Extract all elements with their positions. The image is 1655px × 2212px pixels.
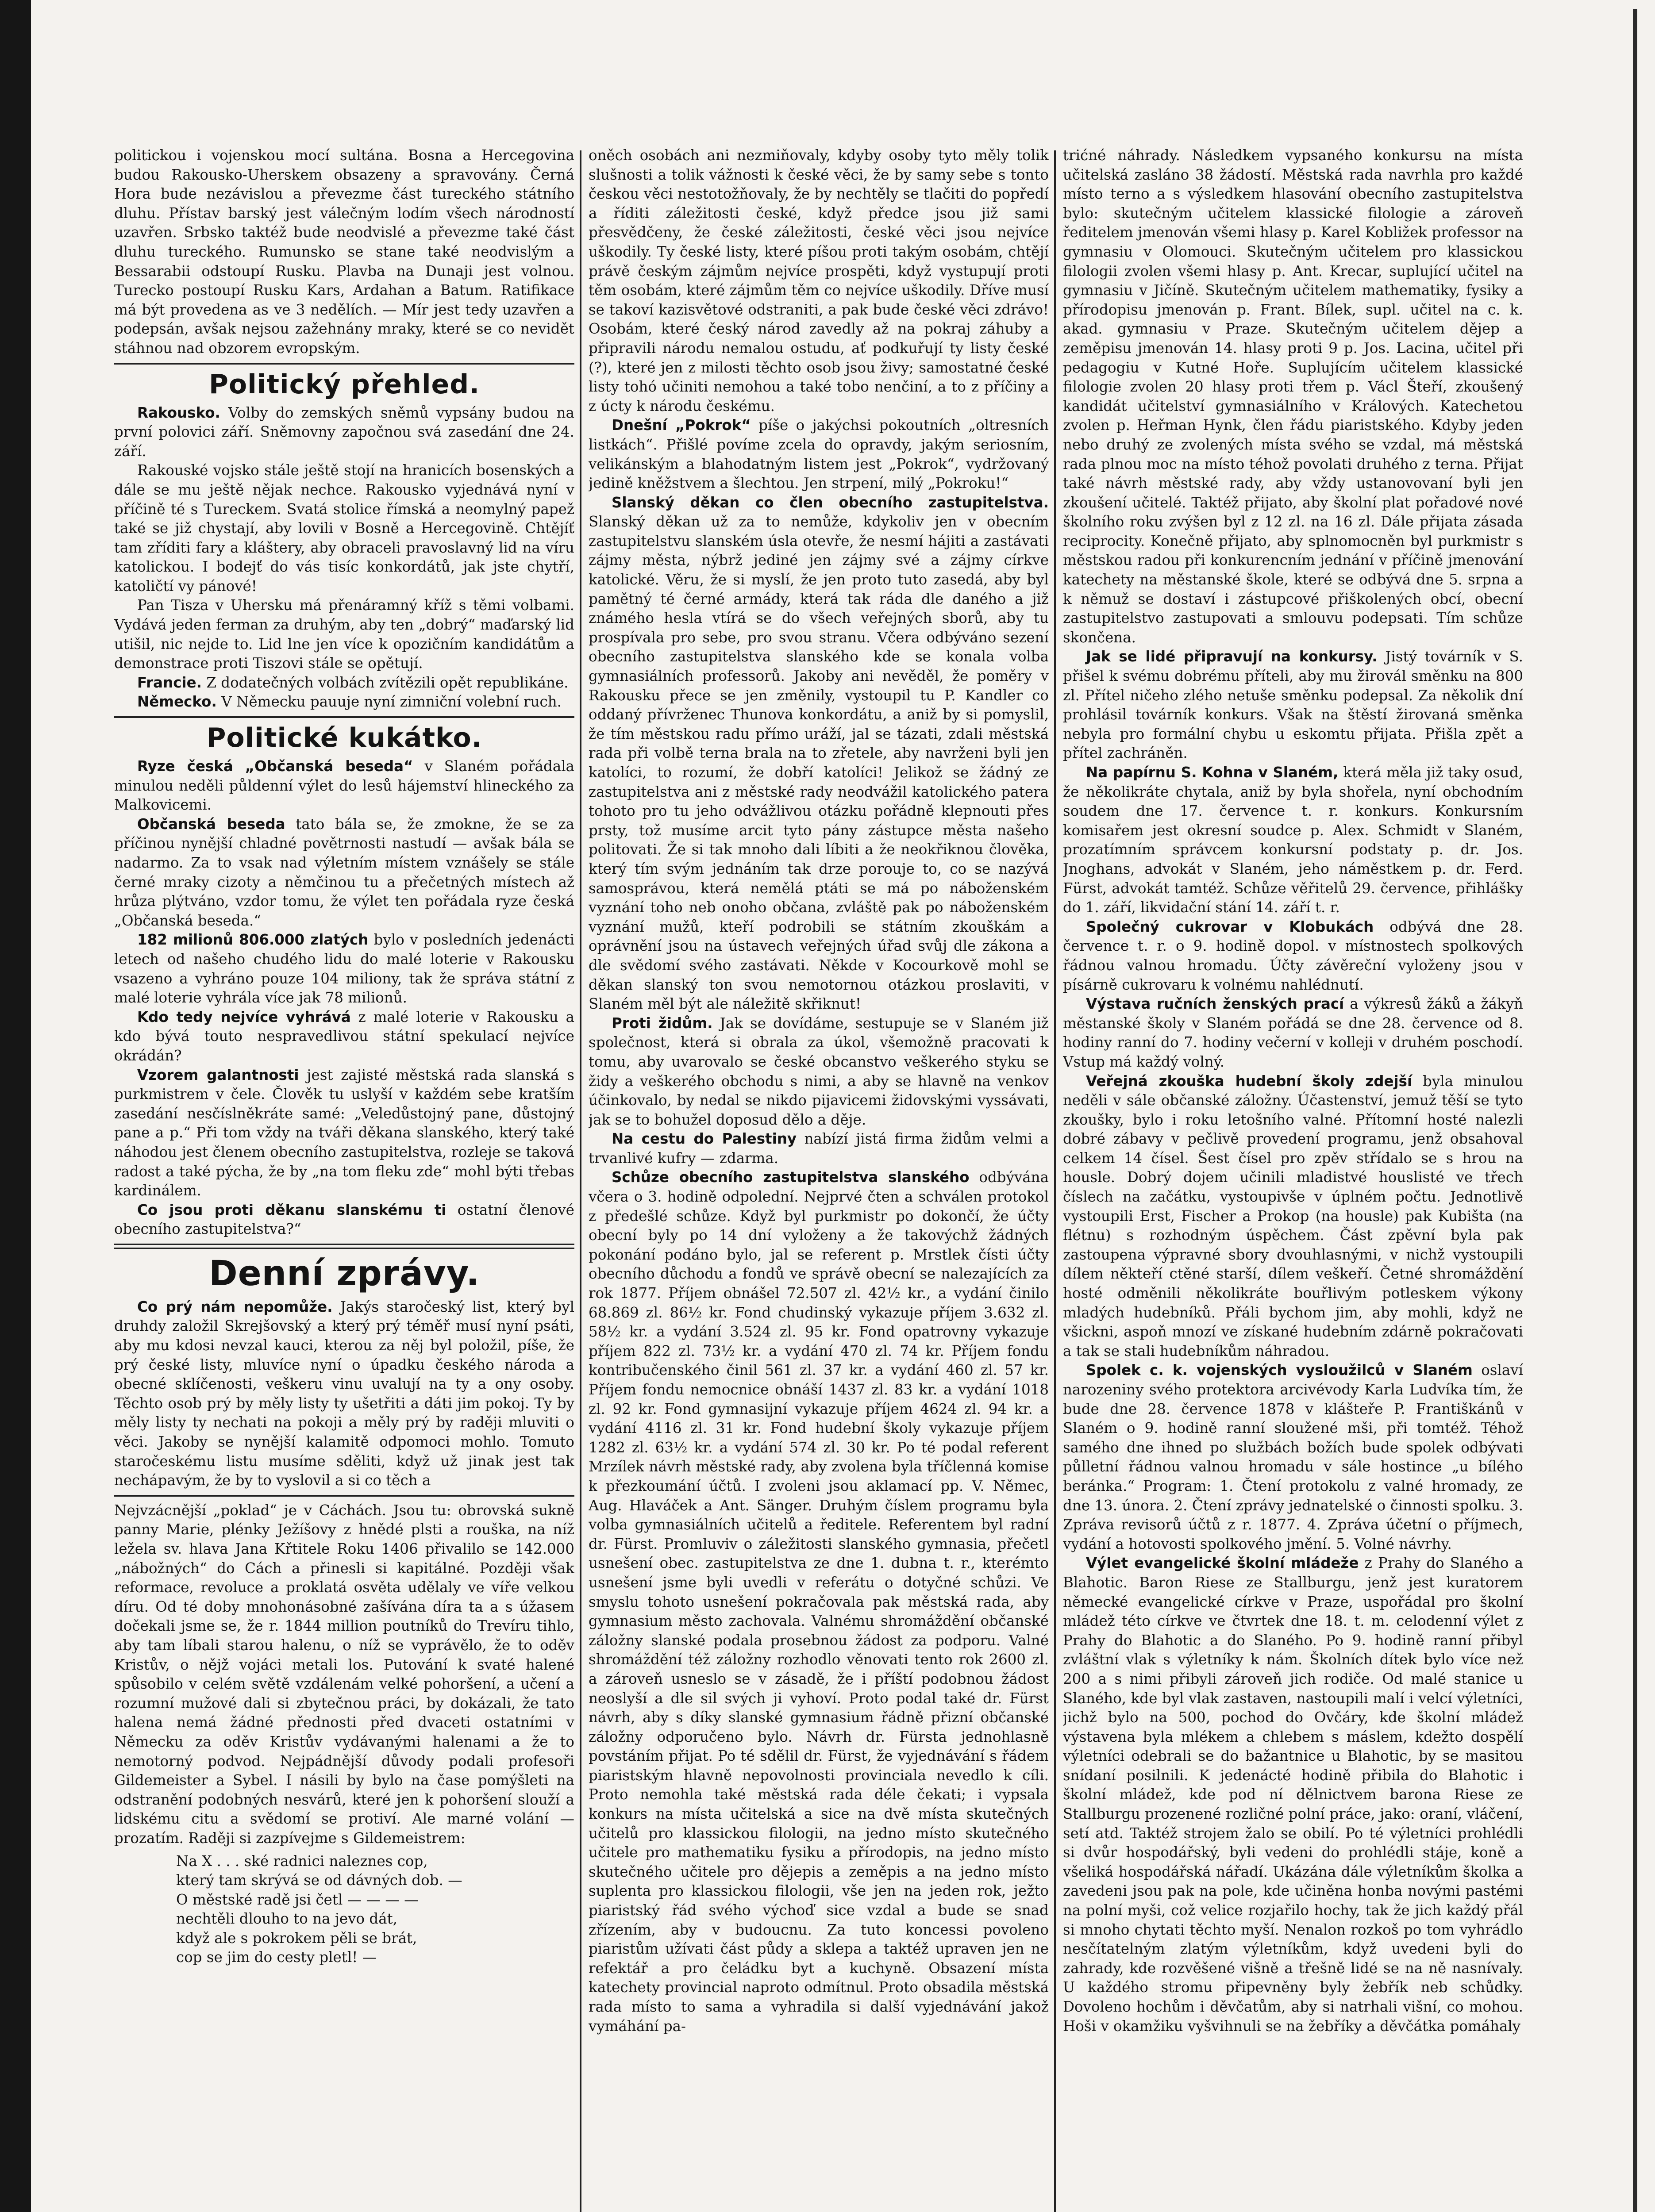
item-lead: Co prý nám nepomůže.	[137, 1298, 333, 1315]
poem-line: nechtěli dlouho to na jevo dát,	[176, 1910, 397, 1928]
column-2	[589, 146, 1049, 2212]
section-heading: Denní zprávy.	[208, 1253, 480, 1294]
item-lead: Dnešní „Pokrok“	[612, 417, 751, 434]
news-item	[114, 757, 574, 815]
news-item	[114, 1298, 574, 1490]
item-text: v Slaném pořádala minulou neděli půldenní výlet do lesů hájemství hlineckého za Malkovicemi.	[114, 758, 574, 814]
poem-line: O městské radě jsi četl — — — —	[176, 1891, 419, 1908]
item-lead: Německo.	[137, 693, 217, 710]
news-item	[1063, 918, 1523, 995]
news-item	[1063, 647, 1523, 763]
item-text: Jistý továrník v S. přišel k svému dobrému příteli, aby mu žirovál směnku na 800 zl. Přítel ničeho zlého netuše směnku podepsal. Za několik dní prohlásil továrník konkurs. Však na štěstí žirovaná směnka nebyla pro formální chybu u eskomtu přijata. Přišla zpět a přítel zachráněn.	[1063, 648, 1523, 762]
item-text: která měla již taky osud, že několikráte chytala, aniž by byla shořela, nyní obchodním soudem dne 17. července t. r. konkurs. Konkursním komisařem jest okresní soudce p. Alex. Schmidt v Slaném, prozatímním správcem konkursní podstaty p. dr. Jos. Jnoghans, advokát v Slaném, jeho náměstkem p. dr. Ferd. Fürst, advokát tamtéž. Schůze věřitelů 29. července, přihlášky do 1. září, likvidační stání 14. září t. r.	[1063, 764, 1523, 916]
news-item	[114, 403, 574, 461]
item-lead: Rakousko.	[137, 404, 220, 421]
news-item: Pan Tisza v Uhersku má přenáramný kříž s těmi volbami. Vydává jeden ferman za druhým, aby ten „dobrý“ maďarský lid utišil, nic nejde to. Lid lne jen více k opozičním kandidátům a demonstrace proti Tiszovi stále se opětují.	[114, 597, 574, 672]
item-lead: Spolek c. k. vojenských vysloužilců v Slaném	[1086, 1362, 1473, 1379]
item-text: Volby do zemských sněmů vypsány budou na první polovici září. Sněmovny započnou svá zasedání dne 24. září.	[114, 404, 574, 460]
news-item	[589, 493, 1049, 1014]
poem-line: Na X . . . ské radnici naleznes cop,	[176, 1852, 428, 1870]
item-lead: Co jsou proti děkanu slanskému ti	[137, 1201, 446, 1218]
news-item	[589, 1014, 1049, 1130]
poem-line: cop se jim do cesty pletl! —	[176, 1949, 377, 1966]
scan-edge-left	[0, 0, 31, 2212]
column-3	[1063, 146, 1523, 2212]
feuilleton-text: Nejvzácnější „poklad“ je v Cáchách. Jsou tu: obrovská sukně panny Marie, plénky Ježíšovy z hnědé plsti a rouška, na níž ležela sv. hlava Jana Křtitele Roku 1406 přivalilo se 142.000 „nábožných“ do Cách a přinesli si kapitálné. Později však reformace, revoluce a proklatá osvěta udělaly ve víře velkou díru. Od té doby mnohonásobné zašívána díra ta a s úžasem dočekali jsme se, že r. 1844 million poutníků do Trevíru tihlo, aby tam líbali starou halenu, o níž se vyprávělo, že to oděv Kristův, o nějž vojáci metali los. Putování k svaté halené spůsobilo v celém světě vzdálenám velké pohoršení, a učení a rozumní mužové dali si zbytečnou práci, by dokázali, že tato halena nemá žádné přednosti před dvaceti ostatními v Německu za oděv Kristův vydávanými halenami a že to nemotorný podvod. Nejpádnější důvody podali profesoři Gildemeister a Sybel. I násili by bylo na čase pomýšleti na odstranění podobných nesvárů, které jen k pohoršení slouží a lidskému citu a svědomí se protiví. Ale marné volání — prozatím. Raději si zazpívejme s Gildemeistrem:	[114, 1502, 574, 1847]
column-1	[114, 146, 574, 2212]
item-text: V Německu pauuje nyní zimniční volební ruch.	[221, 693, 562, 710]
item-text: tato bála se, že zmokne, že se za příčinou nynější chladné povětrnosti nastudí — avšak bála se nadarmo. Za to vsak nad výletním místem vznášely se stále černé mraky cizoty a němčinou tu a přečetných místech až hrůza plýtváno, vzdor tomu, že výlet ten pořádala ryze česká „Občanská beseda.“	[114, 815, 574, 929]
item-lead: Výlet evangelické školní mládeže	[1086, 1555, 1359, 1572]
news-item	[114, 815, 574, 931]
news-item	[1063, 1361, 1523, 1554]
item-lead: 182 milionů 806.000 zlatých	[137, 931, 369, 949]
news-item	[114, 1201, 574, 1239]
item-lead: Francie.	[137, 674, 202, 691]
item-text: bylo v posledních jedenácti letech od našeho chudého lidu do malé loterie v Rakousku vsazeno a vyhráno pouze 104 miliony, tak že správa státní z malé loterie vyhrála více jak 78 milionů.	[114, 931, 574, 1006]
feuilleton-rule	[114, 1495, 574, 1497]
item-text: nabízí jistá firma židům velmi a trvanlivé kufry — zdarma.	[589, 1130, 1049, 1167]
poem-line: který tam skrývá se od dávných dob. —	[176, 1872, 462, 1889]
news-item	[1063, 1072, 1523, 1361]
news-item	[114, 692, 574, 712]
item-text: píše o jakýchsi pokoutních „oltresních listkách“. Přišlé povíme zcela do opravdy, jakým seriosním, velikánským a blahodatným listem jest „Pokrok“, vydržovaný jedině kněžstvem a šlechtou. Jen strpení, milý „Pokroku!“	[589, 417, 1049, 492]
news-item	[1063, 1554, 1523, 2036]
item-text: Jak se dovídáme, sestupuje se v Slaném již společnost, která si obrala za úkol, všemožně pracovati k tomu, aby uvarovalo se české obcanstvo veškerého styku se židy a veškerého obchodu s nimi, a aby se hlavně na venkov účinkovalo, by nedal se nikdo pijavicemi židovskými vyssávati, jak se to bohužel doposud dělo a děje.	[589, 1014, 1049, 1128]
news-item	[114, 1008, 574, 1066]
news-item	[589, 1168, 1049, 2036]
section-rule	[114, 363, 574, 365]
item-text: byla minulou neděli v sále občanské záložny. Účastenství, jemuž těší se tyto zkoušky, bylo i roku letošního valné. Přítomní hosté nalezli dobré zábavy v pečlivě provedení programu, jenž obsahoval celkem 14 čísel. Šest čísel pro zpěv střídalo se s hrou na housle. Dobrý dojem učinili mladistvé houslisté ve třech číslech na začátku, vystoupivše v úplném počtu. Jednotlivě vystoupili Erst, Fischer a Prokop (na housle) pak Kubišta (na flétnu) s rozhodným úspěchem. Část zpěvní byla pak zastoupena výpravné sbory dvouhlasnými, v nichž vystoupili dílem někteří ctěné starší, dílem veškeří. Četné shromáždění hosté odměnili několikráte bouřlivým potleskem výkony mladých hudebníků. Přáli bychom jim, aby mohli, když ne všickni, aspoň mnozí ve získané hudebním zdárně pokračovati a tak se stali hudebníkům náhradou.	[1063, 1072, 1523, 1359]
item-lead: Slanský děkan co člen obecního zastupitelstva.	[612, 494, 1049, 511]
article-text: trićné náhrady. Následkem vypsaného konkursu na místa učitelská zasláno 38 žádostí. Městská rada navrhla pro každé místo terno a s výsledkem hlasování obecního zastupitelstva bylo: skutečným učitelem klassické filologie a zároveň ředitelem jmenován všemi hlasy p. Karel Kobližek professor na gymnasiu v Olomouci. Skutečným učitelem pro klassickou filologii zvolen všemi hlasy p. Ant. Krecar, suplující učitel na gymnasiu v Jičíně. Skutečným učitelem mathematiky, fysiky a přírodopisu jmenován p. Frant. Bílek, supl. učitel na c. k. akad. gymnasiu v Praze. Skutečným učitelem dějep a zeměpisu jmenován 14. hlasy proti 9 p. Jos. Lacina, učitel při pedagogiu v Kutné Hoře. Suplujícím učitelem klassické filologie zvolen 20 hlasy proti třem p. Václ Šteří, zkoušený kandidát učitelství gymnasiálního v Králových. Katechetou zvolen p. Heřman Hynk, člen řádu piaristského. Kdyby jeden nebo druhý ze zvolených místa svého se vzdal, má městská rada plnou moc na místo téhož povolati druhého z terna. Přijat také návrh městské rady, aby vždy ustanovovaní byli jen zkoušení učitelé. Taktéž přijato, aby školní plat pořadové nové školního roku zvýšen byl z 12 zl. na 16 zl. Dále přijata zásada reciprocity. Konečně přijato, aby splnomocněn byl purkmistr s městskou radou při konkurencním jednání v příčině jmenování katechety na městanské škole, které se odbývá dne 5. srpna a k němuž se dostaví i zástupcové přiškolených obcí, obecní zastupitelstvo zastupovati a smlouvu podepsati. Tím schůze skončena.	[1063, 147, 1523, 646]
section-rule	[114, 1244, 574, 1249]
news-item	[589, 1129, 1049, 1168]
poem	[176, 1852, 574, 1968]
article-text: politickou i vojenskou mocí sultána. Bosna a Hercegovina budou Rakousko-Uherskem obsazeny a spravovány. Černá Hora bude nezávislou a převezme část tureckého státního dluhu. Přístav barský jest válečným lodím všech národností uzavřen. Srbsko taktéž bude neodvislé a převezme také část dluhu tureckého. Rumunsko se stane také neodvislým a Bessarabii odstoupí Rusku. Plavba na Dunaji jest volnou. Turecko postoupí Rusku Kars, Ardahan a Batum. Ratifikace má být provedena as ve 3 nedělích. — Mír jest tedy uzavřen a podepsán, avšak nejsou zažehnány mraky, které se co nevidět stáhnou nad obzorem evropským.	[114, 147, 574, 357]
item-text: z Prahy do Slaného a Blahotic. Baron Riese ze Stallburgu, jenž jest kuratorem německé evangelické církve v Praze, uspořádal pro školní mládež této církve ve čtvrtek dne 18. t. m. celodenní výlet z Prahy do Blahotic a do Slaného. Po 9. hodině ranní přibyl zvláštní vlak s výletníky k nám. Školních dítek bylo více než 200 a s nimi přibyli zároveň jich rodiče. Od malé stanice u Slaného, kde byl vlak zastaven, nastoupili malí i velcí výletníci, jichž bylo na 500, pochod do Ovčáry, kde školní mládež výstavena byla mlékem a chlebem s máslem, kdežto dospělí výletníci odebrali se do bažantnice u Blahotic, by se masitou snídaní posilnili. K jedenácté hodině přibila do Blahotic i školní mládež, kde pod ní dělnictvem barona Riese ze Stallburgu prozenené rozličné polní práce, jako: oraní, vláčení, setí atd. Taktéž strojem žalo se obilí. Po té výletníci prohlédli si dvůr hospodářský, byli vedeni do prohlédli stáje, koně a všeliká hospodářská nářadí. Ukázána dále výletníkům školka a zavedeni jsou pak na pole, kde učiněna honba novými pastémi na polní myši, což velice rozjařilo hochy, tak že jich každý přál si mnoho chytati těchto myší. Nenalon rozkoš po tom vyhrádlo nesčítatelným zlatým výletníkům, když uvedeni byli do zahrady, kde rozvěšené višně a třešně lidé se na ně nasnívaly. U každého stromu připevněny byly žebřík neb schůdky. Dovoleno hochům i děvčatům, aby si natrhali višní, co mohou. Hoši v okamžiku vyšvihnuli se na žebříky a děvčátka pomáhaly	[1063, 1555, 1523, 2035]
item-text: ostatní členové obecního zastupitelstva?“	[114, 1201, 574, 1238]
news-item	[1063, 763, 1523, 918]
item-text: jest zajisté městská rada slanská s purkmistrem v čele. Člověk tu uslyší v každém sebe kratším zasedání nesčíslněkráte samé: „Veledůstojný pane, důstojný pane a p.“ Při tom vždy na tváři děkana slanského, který také náhodou jest členem obecního zastupitelstva, rozleje se taková radost a také pýcha, že by „na tom fleku zde“ mohl býti třebas kardinálem.	[114, 1066, 574, 1199]
item-lead: Vzorem galantnosti	[137, 1066, 299, 1083]
section-heading: Politické kukátko.	[206, 722, 482, 754]
item-lead: Jak se lidé připravují na konkursy.	[1086, 648, 1378, 665]
news-item	[1063, 995, 1523, 1071]
item-text: Slanský děkan už za to nemůže, kdykoliv jen v obecním zastupitelstvu slanském úsla otevře, že nesmí hájiti a zastávati zájmy města, nýbrž jediné jen zájmy své a zájmy církve katolické. Věru, že si myslí, že jen proto tuto zasedá, aby byl pamětný té černé armády, která tak ráda dle daného a již známého hesla vtírá se do všech veřejných sborů, aby tu prospívala pro sebe, pro svou stranu. Včera odbýváno sezení obecního zastupitelstva slanského kde se konala volba gymnasiálních professorů. Jakoby ani nevěděl, že poměry v Rakousku přece se jen změnily, vystoupil tu P. Kandler co oddaný přívrženec Thunova konkordátu, a aniž by si pomyslil, že tím městskou radu přímo uráží, jal se tázati, zdali městská rada při volbě terna brala na to zřetele, aby navrženi byli jen katolíci, to rozumí, že dobří katolíci! Jelikož se žádný ze zastupitelstva ani z městské rady neodvážil katolického patera tohoto pro tu jeho odvážlivou otázku pořádně klepnouti přes prsty, tož musíme arcit tyto pány zástupce města našeho politovati. Že si tak mnoho dali líbiti a že neokřiknou člověka, který tím svým jednáním tak drze porouje to, co se nazývá samosprávou, která nemělá ptáti se má po náboženském vyznání toho neb onoho občana, zvláště pak po náboženském vyznání mužů, kteří podrobili se státním zkouškám a oprávnění jsou na ústavech veřejných úřad svůj dle zákona a dle svědomí svého zastávati. Někde v Kocourkově mohl se děkan slanský ton svou nemotornou otázkou proslaviti, v Slaném měl být ale náležitě skřiknut!	[589, 513, 1049, 1013]
item-lead: Výstava ručních ženských prací	[1086, 995, 1344, 1013]
item-text: z malé loterie v Rakousku a kdo bývá touto nespravedlivou státní spekulací nejvíce okrádán?	[114, 1008, 574, 1064]
column-divider	[1054, 150, 1056, 2212]
item-text: odbývá dne 28. července t. r. o 9. hodině dopol. v místnostech spolkových řádnou valnou hromadu. Účty závěreční vyloženy jsou v písárně cukrovaru k volnému nahlédnutí.	[1063, 918, 1523, 993]
item-lead: Kdo tedy nejvíce vyhrává	[137, 1008, 351, 1025]
poem-line: když ale s pokrokem pěli se brát,	[176, 1929, 417, 1947]
section-rule	[114, 716, 574, 718]
item-lead: Na cestu do Palestiny	[612, 1130, 797, 1148]
section-heading: Politický přehled.	[209, 369, 480, 400]
item-lead: Společný cukrovar v Klobukách	[1086, 918, 1374, 935]
item-lead: Ryze česká „Občanská beseda“	[137, 758, 413, 775]
news-item	[114, 930, 574, 1007]
scan-edge-right	[1633, 9, 1637, 2212]
item-lead: Schůze obecního zastupitelstva slanského	[612, 1169, 970, 1186]
news-item	[589, 416, 1049, 493]
item-text: Z dodatečných volbách zvítězili opět republikáne.	[206, 674, 569, 691]
column-divider	[580, 150, 581, 2212]
news-item	[114, 673, 574, 693]
item-text: a výkresů žáků a žákyň městanské školy v Slaném pořádá se dne 28. července od 8. hodiny ranní do 7. hodiny večerní v kolleji v druhém poschodí. Vstup má každý volný.	[1063, 995, 1523, 1070]
article-text: oněch osobách ani nezmiňovaly, kdyby osoby tyto měly tolik slušnosti a tolik vážnosti k české věci, že by samy sebe s tonto českou věci nestotožňovaly, že by nechtěly se tlačiti do popředí a říditi záležitosti české, když předce jsou již sami přesvědčeny, že české záležitosti, české věci jsou nejvíce uškodily. Ty české listy, které píšou proti takým osobám, chtějí právě českým zájmům nejvíce prospěti, když vystupují proti těm osobám, které zájmům těm co nejvíce uškodily. Dříve musí se takoví kazisvětové odstraniti, a pak bude české věci zdrávo! Osobám, které český národ zavedly až na pokraj záhuby a připravili národu nemalou ostudu, ať podkuřují ty listy české (?), které jen z milosti těchto osob jsou živy; samostatné české listy tohó učiniti nemohou a také tobo nenčiní, a to z příčiny a z úcty k národu českému.	[589, 147, 1049, 415]
news-item: Rakouské vojsko stále ještě stojí na hranicích bosenských a dále se mu ještě nějak nechce. Rakousko vyjednává nyní v příčině té s Tureckem. Svatá stolice římská a neomylný papež také se již chystají, aby lovili v Bosně a Hercegovině. Chtějíť tam zříditi fary a kláštery, aby obraceli pravoslavný lid na víru katolickou. I bodejť do vás tisíc konkordátů, jak jste chytří, katoličtí vy pánové!	[114, 462, 574, 595]
item-lead: Veřejná zkouška hudební školy zdejší	[1086, 1072, 1413, 1090]
item-text: odbývána včera o 3. hodině odpolední. Nejprvé čten a schválen protokol z předešlé schůze. Když byl purkmistr po dokončí, že účty obecní byly po 14 dní vyloženy a že takovýchž žádných pokonání podáno bylo, jal se referent p. Mrstlek čísti účty obecního důchodu a fondů ve správě obecní se nalezajících za rok 1877. Příjem obnášel 72.507 zl. 42½ kr., a vydání činilo 68.869 zl. 86½ kr. Fond chudinský vykazuje příjem 3.632 zl. 58½ kr. a vydání 3.524 zl. 95 kr. Fond opatrovny vykazuje příjem 822 zl. 73½ kr. a vydání 470 zl. 74 kr. Příjem fondu kontribučenského činil 561 zl. 37 kr. a vydání 460 zl. 57 kr. Příjem fondu nemocnice obnáší 1437 zl. 83 kr. a vydání 1018 zl. 92 kr. Fond gymnasijní vykazuje příjem 4624 zl. 94 kr. a vydání 4116 zl. 31 kr. Fond hudební školy vykazuje příjem 1282 zl. 63½ kr. a vydání 574 zl. 30 kr. Po té podal referent Mrzílek návrh městské rady, aby zvolena byla tříčlenná komise k přezkoumání účtů. I zvoleni jsou aklamací pp. V. Němec, Aug. Hlaváček a Ant. Sänger. Druhým číslem programu byla volba gymnasiálních učitelů a ředitele. Referentem byl radní dr. Fürst. Promluviv o záležitosti slanského gymnasia, přečetl usnešení obec. zastupitelstva ze dne 1. dubna t. r., kterémto usnešení jsme byli uvedli v referátu o dotyčné schůzi. Ve smyslu tohoto usnešení pokračovala pak městská rada, aby gymnasium město zachovala. Valnému shromáždění občanské záložny slanské podala prosebnou žádost za podporu. Valné shromáždění též záložny rozhodlo věnovati tento rok 2600 zl. a zároveň usneslo se v zásadě, že i příští podobnou žádost neoslyší a dle sil svých ji vyhoví. Proto podal také dr. Fürst návrh, aby s díky slanské gymnasium řádně přizní občanské záložny odporučeno bylo. Návrh dr. Fürsta jednohlasně povstáním přijat. Po té sdělil dr. Fürst, že vyjednávání s řádem piaristským hlavně nepovolnosti provinciala nevedlo k cíli. Proto nemohla také městská rada déle čekati; i vypsala konkurs na místa učitelská a sice na dvě místa skutečných učitelů pro klassickou filologii, na jedno místo skutečného učitele pro mathematiku fysiku a přírodopis, na jedno místo skutečného učitele pro dějepis a zeměpis a na jedno místo suplenta pro klassickou filologii, vše jen na jeden rok, ježto piaristský řád svého výchoď sice vzdal a bude se snad zřízením, aby v budoucnu. Za tuto koncessi povoleno piaristům užívati část půdy a sklepa a taktéž upraven jen ne refektář a pro čeládku byt a kuchyně. Obsazení místa katechety provincial naproto odmítnul. Proto obsadila městská rada místo to sama a vyhradila si další vyjednávání jakož vymáhání pa-	[589, 1169, 1049, 2035]
news-item	[114, 1066, 574, 1201]
item-lead: Občanská beseda	[137, 815, 285, 833]
item-text: Jakýs staročeský list, který byl druhdy založil Skrejšovský a který prý téměř musí nyní psáti, aby mu kdosi nevzal kauci, kterou za něj byl položil, píše, že prý české listy, mluvíce nyní o úpadku českého národa a obecné sklíčenosti, veškeru vinu uvalují na ty a ony osoby. Těchto osob prý by měly listy ty ušetřiti a dáti jim pokoj. Ty by měly listy ty nechati na pokoji a měly prý by raději mluviti o věci. Jakoby se nynější kalamitě odpomoci mohlo. Tomuto staročeskému listu musíme sděliti, když už jinak jest tak nechápavým, že by to vyslovil a si co těch a	[114, 1298, 574, 1489]
item-text: oslaví narozeniny svého protektora arcivévody Karla Ludvíka tím, že bude dne 28. července 1878 v klášteře P. Františkánů v Slaném o 9. hodině ranní sloužené mši, při tomtéž. Téhož samého dne ihned po službách božích bude spolek odbývati půlletní řádnou valnou hromadu v sále hostince „u bílého beránka.“ Program: 1. Čtení protokolu z valné hromady, ze dne 13. února. 2. Čtení zprávy jednatelské o činnosti spolku. 3. Zpráva revisorů účtů z r. 1877. 4. Zpráva účetní o příjmech, vydání a hotovosti spolkového jmění. 5. Volné návrhy.	[1063, 1362, 1523, 1552]
item-lead: Proti židům.	[612, 1014, 713, 1032]
item-lead: Na papírnu S. Kohna v Slaném,	[1086, 764, 1339, 781]
